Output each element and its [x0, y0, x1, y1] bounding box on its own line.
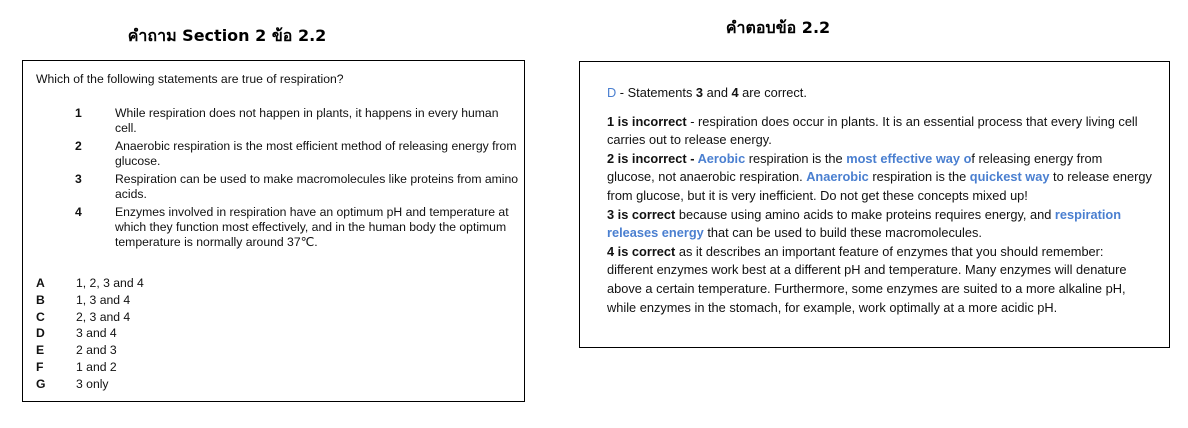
answer-summary: [607, 84, 1152, 103]
summary-text: are correct.: [738, 85, 807, 100]
question-text: Which of the following statements are true of respiration?: [36, 72, 344, 86]
option-letter: C: [36, 309, 45, 324]
answer-content: [607, 84, 1152, 317]
option-letter: G: [36, 376, 46, 391]
answer-heading: คำตอบข้อ 2.2: [725, 18, 831, 37]
highlight-term: respiration releases energy: [607, 206, 1122, 241]
verdict-label: 1 is incorrect: [607, 113, 687, 129]
option-letter: E: [36, 343, 45, 358]
statement-number: 2: [75, 139, 82, 153]
statement-item: [75, 106, 521, 136]
statement-item: [75, 139, 521, 169]
answer-panel: [579, 61, 1170, 348]
option-item: [36, 342, 144, 359]
explanation-text: as it describes an important feature of enzymes that you should remember: different enzymes work best at a different pH and temperature. Many enzymes will denature above a certain temperature. Furthermore, some enzymes are suited to a more alkaline pH, while enzymes in the stomach, for example, work optimally at a more acidic pH.: [607, 243, 1127, 315]
option-item: [36, 359, 144, 376]
summary-statement-3: 3: [695, 85, 704, 100]
statement-number: 4: [75, 205, 82, 219]
summary-statement-4: 4: [731, 85, 739, 100]
explanation-text: respiration is the: [868, 169, 970, 185]
explanation-text: because using amino acids to make proteins requires energy, and: [675, 206, 1055, 222]
option-text: 1 and 2: [76, 359, 117, 374]
statement-text: While respiration does not happen in plants, it happens in every human cell.: [115, 106, 499, 135]
statement-number: 3: [75, 172, 82, 186]
option-letter: A: [36, 276, 45, 290]
option-text: 2, 3 and 4: [76, 309, 131, 324]
explanation-text: to release energy from glucose, but it is very inefficient. Do not get these concepts mixed up!: [607, 169, 1152, 203]
highlight-term: Aerobic: [697, 150, 746, 166]
verdict-label: 2 is incorrect -: [607, 150, 698, 166]
verdict-label: 4 is correct: [607, 243, 676, 259]
statement-text: Anaerobic respiration is the most efficient method of releasing energy from glucose.: [115, 139, 517, 168]
highlight-term: quickest way: [969, 169, 1050, 185]
explanation-text: respiration is the: [745, 150, 847, 166]
explanation-3: [607, 206, 1152, 243]
option-text: 1, 3 and 4: [76, 292, 131, 307]
explanation-2: [607, 150, 1152, 206]
summary-text: - Statements: [616, 85, 696, 100]
option-item: [36, 325, 144, 342]
highlight-term: Anaerobic: [806, 169, 869, 185]
explanation-text: f releasing energy from glucose, not anaerobic respiration.: [607, 150, 1103, 185]
statement-item: [75, 172, 521, 202]
verdict-label: 3 is correct: [607, 206, 676, 222]
option-letter: F: [36, 359, 44, 374]
explanation-text: - respiration does occur in plants. It is an essential process that every living cell carries out to release energy.: [607, 113, 1138, 148]
option-item: [36, 292, 144, 309]
statement-text: Enzymes involved in respiration have an optimum pH and temperature at which they function most effectively, and in the human body the optimum temperature is normally around 37℃.: [115, 205, 509, 249]
highlight-term: most effective way o: [846, 150, 972, 166]
option-item: [36, 275, 144, 292]
option-text: 2 and 3: [76, 343, 117, 358]
statement-item: [75, 205, 521, 250]
statement-list: [75, 106, 521, 253]
question-heading: คำถาม Section 2 ข้อ 2.2: [127, 26, 327, 45]
option-text: 1, 2, 3 and 4: [76, 276, 144, 290]
question-panel: [22, 60, 525, 402]
summary-text: and: [703, 85, 732, 100]
option-letter: D: [36, 326, 45, 341]
option-item: [36, 376, 144, 393]
option-letter: B: [36, 292, 45, 307]
statement-number: 1: [75, 106, 82, 120]
option-text: 3 only: [76, 376, 109, 391]
explanation-1: [607, 113, 1152, 150]
explanation-4: [607, 243, 1152, 317]
explanation-text: that can be used to build these macromolecules.: [703, 225, 982, 241]
option-item: [36, 309, 144, 326]
statement-text: Respiration can be used to make macromolecules like proteins from amino acids.: [115, 172, 519, 201]
answer-letter: D: [607, 85, 617, 100]
option-list: [36, 275, 144, 393]
option-text: 3 and 4: [76, 326, 117, 341]
